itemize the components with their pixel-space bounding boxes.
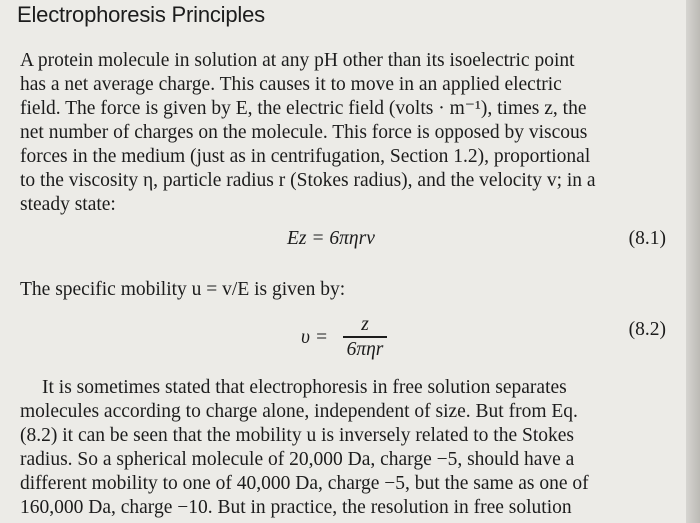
- fraction-numerator: z: [361, 314, 369, 335]
- text-line: molecules according to charge alone, independent of size. But from Eq.: [20, 401, 578, 422]
- text-line: net number of charges on the molecule. This force is opposed by viscous: [20, 122, 588, 143]
- text-line: 160,000 Da, charge −10. But in practice, the resolution in free solution: [20, 497, 572, 518]
- section-heading: Electrophoresis Principles: [17, 2, 265, 27]
- text-line: has a net average charge. This causes it to move in an applied electric: [20, 74, 562, 95]
- text-line: different mobility to one of 40,000 Da, charge −5, but the same as one of: [20, 473, 589, 494]
- text-line: A protein molecule in solution at any pH other than its isoelectric point: [20, 50, 575, 71]
- text-line: steady state:: [20, 194, 116, 215]
- page-edge: [686, 0, 700, 523]
- text-line: (8.2) it can be seen that the mobility u is inversely related to the Stokes: [20, 425, 574, 446]
- mobility-definition: The specific mobility u = v/E is given by:: [20, 279, 346, 300]
- fraction-bar: [343, 336, 387, 338]
- text-line: field. The force is given by E, the electric field (volts · m⁻¹), times z, the: [20, 98, 587, 119]
- equation-8-2-lhs: υ =: [301, 327, 328, 348]
- equation-8-1: Ez = 6πηrv: [287, 228, 375, 249]
- text-line: It is sometimes stated that electrophoresis in free solution separates: [42, 377, 567, 398]
- text-line: to the viscosity η, particle radius r (Stokes radius), and the velocity v; in a: [20, 170, 596, 191]
- fraction-denominator: 6πηr: [346, 338, 384, 360]
- text-line: radius. So a spherical molecule of 20,000 Da, charge −5, should have a: [20, 449, 575, 470]
- text-line: forces in the medium (just as in centrifugation, Section 1.2), proportional: [20, 146, 591, 167]
- equation-number-8-2: (8.2): [628, 319, 666, 340]
- equation-8-2-fraction: [343, 314, 387, 361]
- equation-number-8-1: (8.1): [628, 228, 666, 249]
